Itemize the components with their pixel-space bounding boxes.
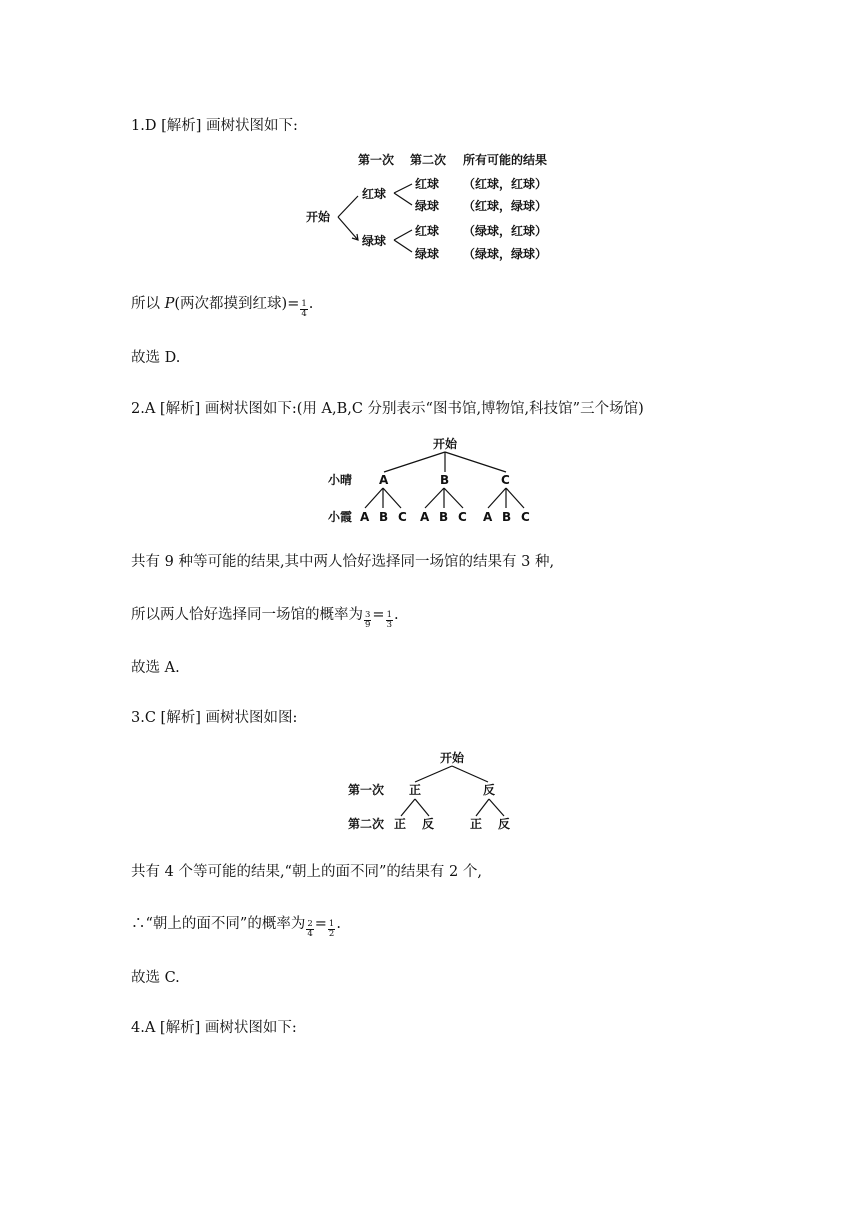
- q3-tree-diagram: [340, 746, 520, 836]
- q2-level2-item: A: [360, 510, 370, 524]
- q1-result: （绿球，红球）: [463, 224, 548, 238]
- q1-result: （红球，绿球）: [463, 199, 548, 213]
- q1-tree-diagram: [300, 148, 560, 268]
- q1-root: 开始: [306, 210, 331, 224]
- q1-level2-item: 红球: [415, 224, 440, 238]
- q2-answer: 故选 A.: [131, 660, 180, 676]
- fraction: $\frac{1}{2}$: [328, 919, 335, 939]
- q3-count: 共有 4 个等可能的结果,“朝上的面不同”的结果有 2 个,: [131, 864, 482, 880]
- q3-answer: 故选 C.: [131, 970, 180, 986]
- q2-probability: 所以两人恰好选择同一场馆的概率为 $\frac{3}{9}$ = $\frac{1}{3}$ .: [131, 607, 399, 630]
- q1-probability: 所以 P(两次都摸到红球)= $\frac{1}{4}$ .: [131, 296, 314, 319]
- q1-level2-item: 红球: [415, 177, 440, 191]
- q3-level2-item: 正: [470, 817, 483, 831]
- q1-header-first: 第一次: [358, 153, 395, 167]
- q3-row1-label: 第一次: [348, 783, 385, 797]
- q3-root: 开始: [440, 751, 465, 765]
- q2-level1-item: A: [379, 473, 389, 487]
- q2-count: 共有 9 种等可能的结果,其中两人恰好选择同一场馆的结果有 3 种,: [131, 554, 555, 570]
- q1-result: （红球，红球）: [463, 177, 548, 191]
- q2-level2-item: C: [521, 510, 530, 524]
- q2-level2-item: A: [420, 510, 430, 524]
- q2-level2-item: B: [379, 510, 389, 524]
- q1-answer: 故选 D.: [131, 350, 181, 366]
- q3-probability: ∴“朝上的面不同”的概率为 $\frac{2}{4}$ = $\frac{1}{2}$ .: [131, 916, 341, 939]
- q3-level2-item: 反: [498, 817, 511, 831]
- q2-level1-item: C: [501, 473, 510, 487]
- fraction: $\frac{1}{3}$: [386, 610, 392, 630]
- q2-row1-label: 小晴: [328, 473, 353, 487]
- q3-row2-label: 第二次: [348, 817, 385, 831]
- q2-level2-item: C: [458, 510, 467, 524]
- q3-intro: 3.C [解析] 画树状图如图:: [131, 710, 298, 726]
- q2-level2-item: C: [398, 510, 407, 524]
- q4-intro: 4.A [解析] 画树状图如下:: [131, 1020, 297, 1036]
- q1-level1-item: 绿球: [362, 234, 387, 248]
- fraction: $\frac{3}{9}$: [365, 610, 371, 630]
- q2-row2-label: 小霞: [328, 510, 353, 524]
- q1-level2-item: 绿球: [415, 247, 440, 261]
- q2-level2-item: A: [483, 510, 493, 524]
- q2-level1-item: B: [440, 473, 450, 487]
- q2-level2-item: B: [439, 510, 449, 524]
- q3-level1-item: 正: [409, 783, 422, 797]
- q1-header-second: 第二次: [410, 153, 447, 167]
- fraction: $\frac{1}{4}$: [301, 299, 307, 319]
- q2-tree-diagram: [320, 432, 550, 527]
- q3-level2-item: 反: [422, 817, 435, 831]
- q3-level1-item: 反: [483, 783, 496, 797]
- q3-level2-item: 正: [394, 817, 407, 831]
- q1-level2-item: 绿球: [415, 199, 440, 213]
- q2-intro: 2.A [解析] 画树状图如下:(用 A,B,C 分别表示“图书馆,博物馆,科技馆”三个场馆): [131, 401, 644, 417]
- fraction: $\frac{2}{4}$: [307, 919, 313, 939]
- q2-level2-item: B: [502, 510, 512, 524]
- q1-result: （绿球，绿球）: [463, 247, 548, 261]
- q1-intro: 1.D [解析] 画树状图如下:: [131, 118, 298, 134]
- q1-level1-item: 红球: [362, 187, 387, 201]
- q1-header-results: 所有可能的结果: [463, 153, 548, 167]
- q2-root: 开始: [433, 437, 458, 451]
